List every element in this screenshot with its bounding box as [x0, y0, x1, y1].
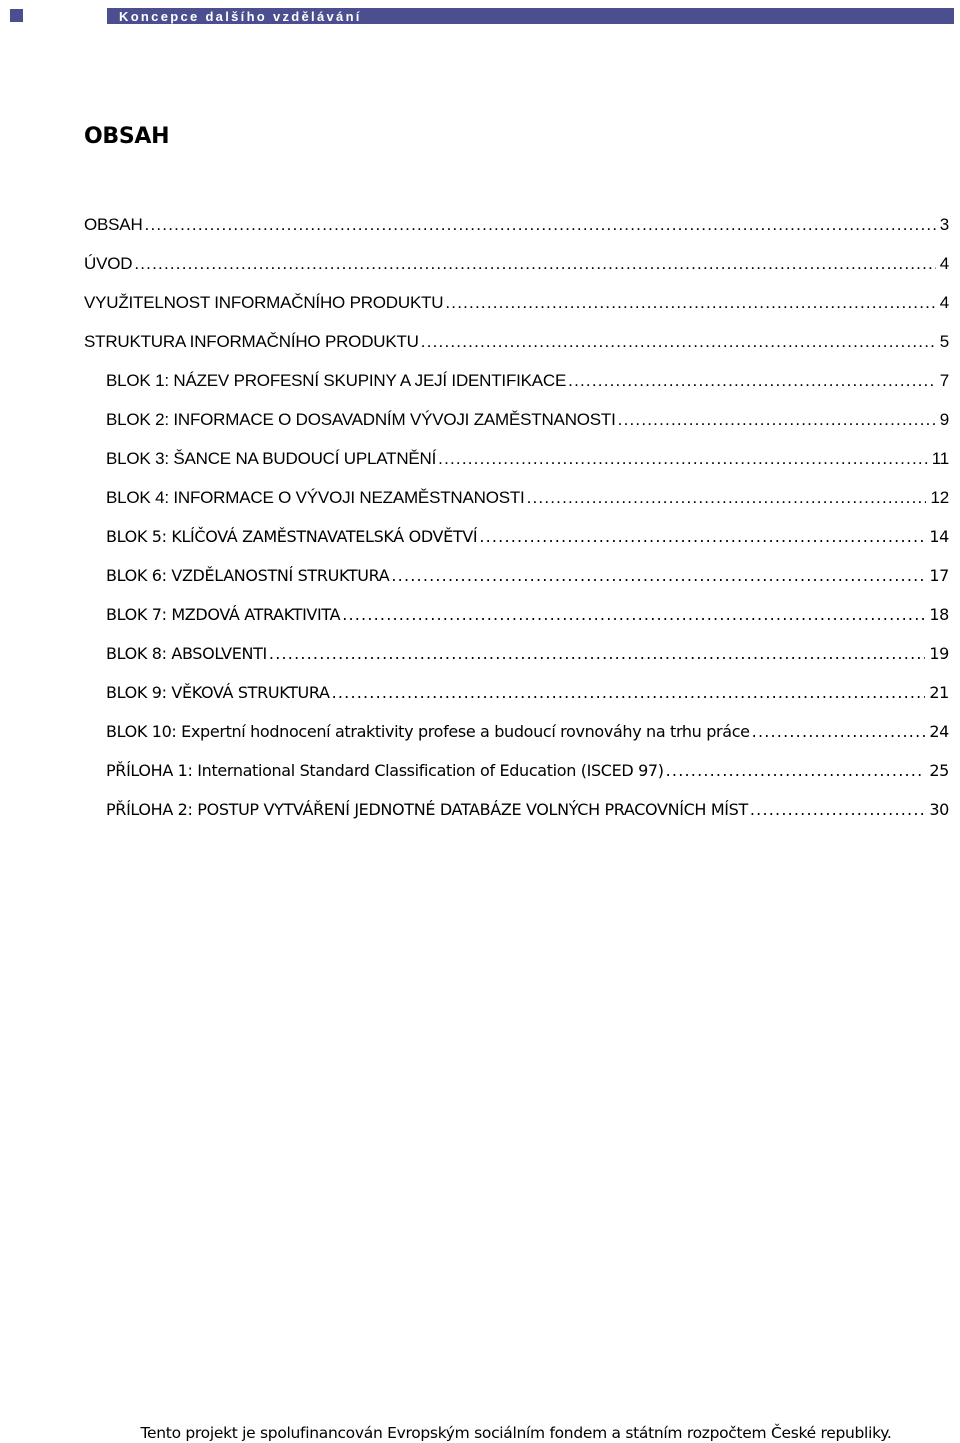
toc-entry[interactable]: [84, 595, 949, 634]
toc-page-number: 25: [929, 761, 949, 780]
toc-entry-label: BLOK 3: ŠANCE NA BUDOUCÍ UPLATNĚNÍ: [106, 448, 437, 468]
toc-entry-label: OBSAH: [84, 214, 143, 234]
toc-page-number: 24: [929, 722, 949, 741]
toc-entry-label: BLOK 6: VZDĚLANOSTNÍ STRUKTURA: [106, 566, 390, 585]
toc-dot-leader: [445, 293, 935, 313]
toc-dot-leader: [750, 800, 925, 819]
toc-page-number: 18: [929, 605, 949, 624]
toc-page-number: 7: [939, 370, 949, 390]
header-band: [107, 8, 954, 24]
toc-page-number: 21: [929, 683, 949, 702]
toc-page-number: 12: [930, 487, 949, 507]
toc-entry[interactable]: [84, 283, 949, 322]
toc-entry[interactable]: [84, 244, 949, 283]
toc-entry-label: BLOK 10: Expertní hodnocení atraktivity profese a budoucí rovnováhy na trhu práce: [106, 722, 750, 741]
toc-entry-label: BLOK 9: VĚKOVÁ STRUKTURA: [106, 683, 330, 702]
toc-entry[interactable]: [84, 400, 949, 439]
toc-entry[interactable]: [84, 634, 949, 673]
toc-entry[interactable]: [84, 205, 949, 244]
toc-dot-leader: [568, 371, 936, 391]
page-title: OBSAH: [84, 124, 170, 149]
toc-entry[interactable]: [84, 361, 949, 400]
toc-entry-label: BLOK 8: ABSOLVENTI: [106, 644, 267, 663]
toc-entry[interactable]: [84, 751, 949, 790]
toc-entry[interactable]: [84, 790, 949, 829]
header-bar: [10, 8, 954, 24]
table-of-contents: [84, 205, 949, 829]
toc-dot-leader: [332, 683, 926, 702]
toc-dot-leader: [134, 254, 935, 274]
toc-entry-label: BLOK 2: INFORMACE O DOSAVADNÍM VÝVOJI ZAMĚSTNANOSTI: [106, 409, 616, 429]
toc-entry-label: BLOK 1: NÁZEV PROFESNÍ SKUPINY A JEJÍ IDENTIFIKACE: [106, 370, 567, 390]
toc-dot-leader: [618, 410, 936, 430]
toc-page-number: 30: [929, 800, 949, 819]
toc-page-number: 17: [929, 566, 949, 585]
toc-dot-leader: [269, 644, 925, 663]
toc-entry-label: STRUKTURA INFORMAČNÍHO PRODUKTU: [84, 331, 419, 351]
toc-page-number: 4: [939, 292, 949, 312]
toc-page-number: 11: [931, 448, 949, 468]
toc-entry[interactable]: [84, 478, 949, 517]
toc-dot-leader: [438, 449, 928, 469]
toc-dot-leader: [391, 566, 925, 585]
toc-entry[interactable]: [84, 517, 949, 556]
toc-dot-leader: [145, 215, 936, 235]
toc-page-number: 3: [939, 214, 949, 234]
toc-entry-label: BLOK 5: KLÍČOVÁ ZAMĚSTNAVATELSKÁ ODVĚTVÍ: [106, 527, 478, 546]
toc-entry[interactable]: [84, 322, 949, 361]
toc-page-number: 9: [939, 409, 949, 429]
toc-entry[interactable]: [84, 673, 949, 712]
toc-page-number: 14: [929, 527, 949, 546]
toc-entry-label: PŘÍLOHA 1: International Standard Classification of Education (ISCED 97): [106, 761, 664, 780]
toc-dot-leader: [666, 761, 926, 780]
toc-entry-label: ÚVOD: [84, 253, 133, 273]
toc-dot-leader: [342, 605, 925, 624]
toc-entry-label: BLOK 7: MZDOVÁ ATRAKTIVITA: [106, 605, 341, 624]
toc-entry-label: BLOK 4: INFORMACE O VÝVOJI NEZAMĚSTNANOSTI: [106, 487, 525, 507]
toc-dot-leader: [479, 527, 925, 546]
footer-text: Tento projekt je spolufinancován Evropským sociálním fondem a státním rozpočtem České republiky.: [140, 1424, 892, 1442]
toc-entry[interactable]: [84, 439, 949, 478]
toc-entry-label: VYUŽITELNOST INFORMAČNÍHO PRODUKTU: [84, 292, 444, 312]
toc-entry-label: PŘÍLOHA 2: POSTUP VYTVÁŘENÍ JEDNOTNÉ DATABÁZE VOLNÝCH PRACOVNÍCH MÍST: [106, 800, 748, 819]
toc-dot-leader: [421, 332, 936, 352]
toc-dot-leader: [752, 722, 926, 741]
toc-page-number: 4: [939, 253, 949, 273]
header-title: Koncepce dalšího vzdělávání: [119, 8, 362, 24]
toc-page-number: 19: [929, 644, 949, 663]
toc-page-number: 5: [939, 331, 949, 351]
header-square-icon: [10, 9, 23, 22]
toc-entry[interactable]: [84, 712, 949, 751]
toc-entry[interactable]: [84, 556, 949, 595]
toc-dot-leader: [527, 488, 927, 508]
